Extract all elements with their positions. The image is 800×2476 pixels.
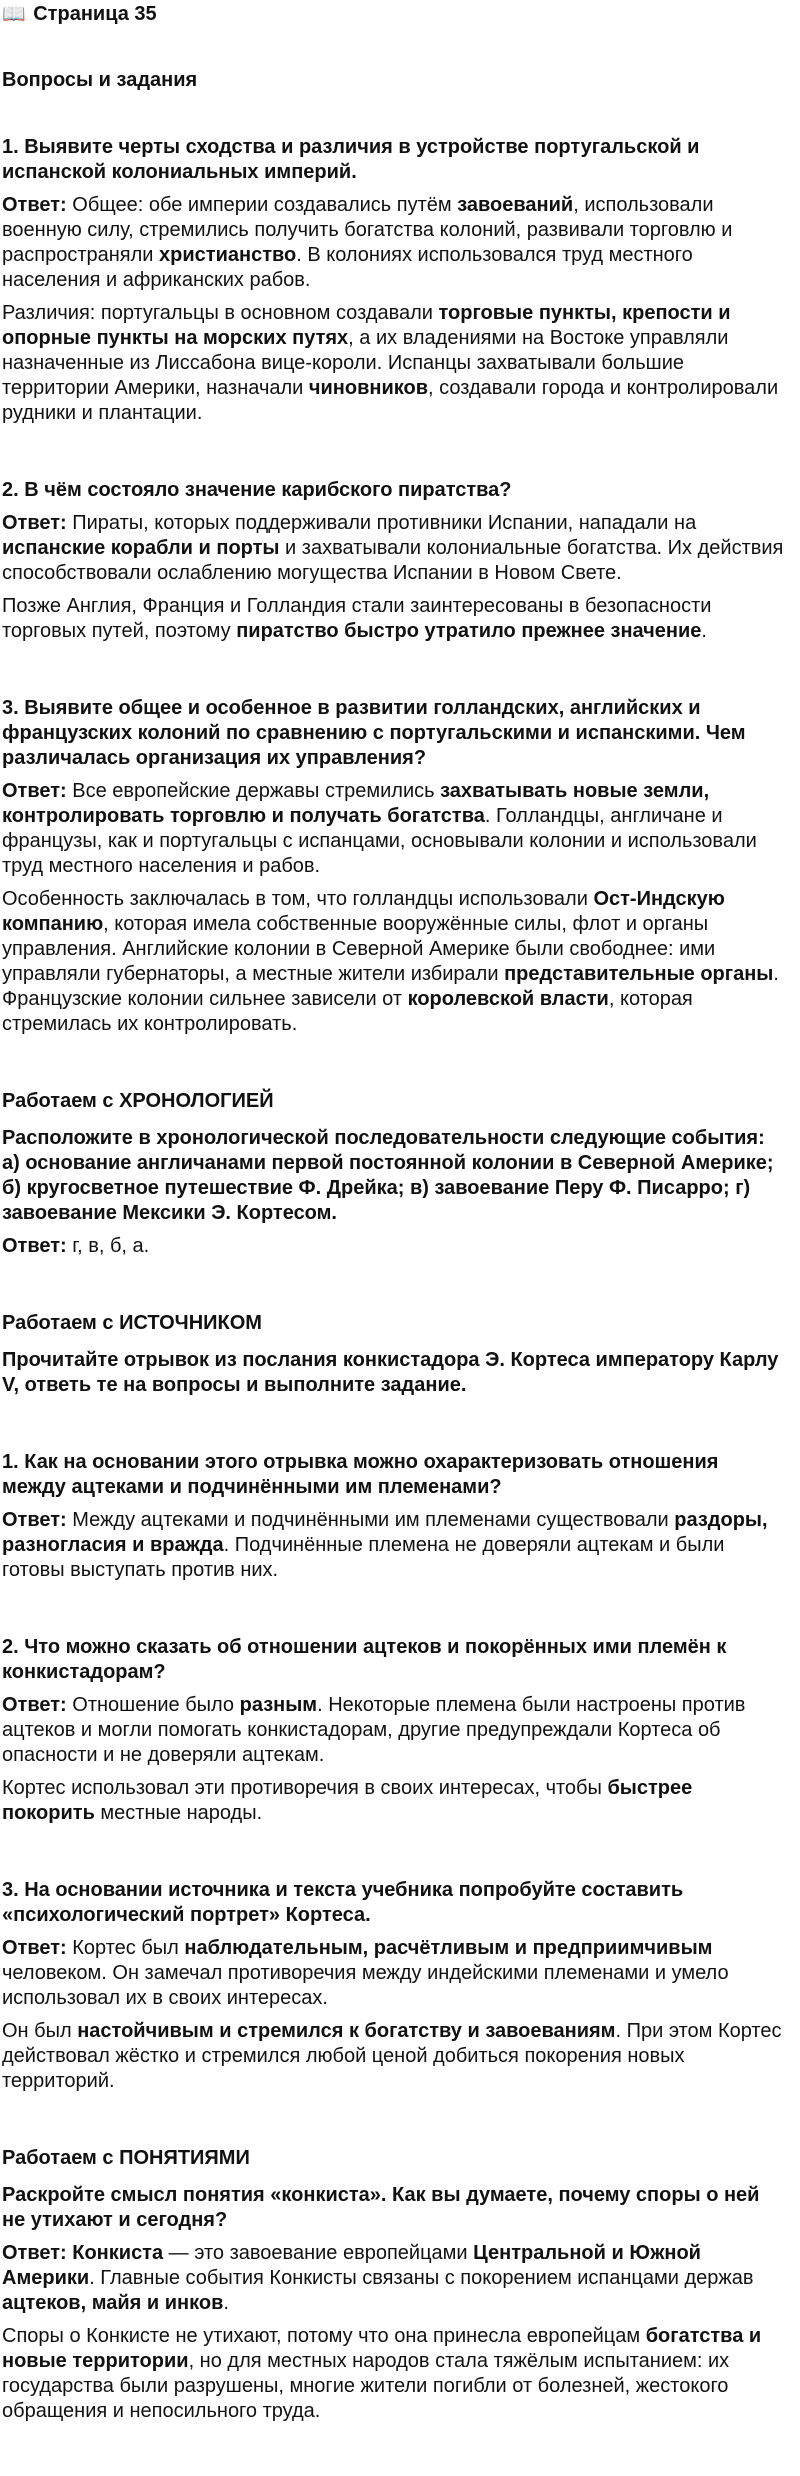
page-title	[2, 2, 784, 26]
source-heading: Работаем с ИСТОЧНИКОМ	[2, 1312, 262, 1334]
source-question-1: 1. Как на основании этого отрывка можно охарактеризовать отношения между ацтеками и подчинёнными им племенами?	[2, 1451, 719, 1498]
answer-1-paragraph-2: Различия: португальцы в основном создавали торговые пункты, крепости и опорные пункты на морских путях, а их владениями на Востоке управляли назначенные из Лиссабона вице-короли. Испанцы захватывали большие территории Америки, назначали чиновников, создавали города и контролировали рудники и плантации.	[2, 302, 779, 424]
chronology-task: Расположите в хронологической последовательности следующие события: а) основание англичанами первой постоянной колонии в Северной Америке; б) кругосветное путешествие Ф. Дрейка; в) завоевание Перу Ф. Писарро; г) завоевание Мексики Э. Кортесом.	[2, 1127, 774, 1224]
question-2: 2. В чём состояло значение карибского пиратства?	[2, 479, 512, 501]
answer-2-paragraph-2: Позже Англия, Франция и Голландия стали заинтересованы в безопасности торговых путей, поэтому пиратство быстро утратило прежнее значение.	[2, 595, 712, 642]
page-title-text: Страница 35	[33, 3, 157, 25]
source-question-3: 3. На основании источника и текста учебника попробуйте составить «психологический портрет» Кортеса.	[2, 1879, 684, 1926]
question-3: 3. Выявите общее и особенное в развитии голландских, английских и французских колоний по сравнению с португальскими и испанскими. Чем различалась организация их управления?	[2, 697, 746, 769]
source-answer-2-paragraph-1: Ответ: Отношение было разным. Некоторые племена были настроены против ацтеков и могли помогать конкистадорам, другие предупреждали Кортеса об опасности и не доверяли ацтекам.	[2, 1694, 746, 1766]
answer-3-paragraph-1: Ответ: Все европейские державы стремились захватывать новые земли, контролировать торговлю и получать богатства. Голландцы, англичане и французы, как и португальцы с испанцами, основывали колонии и использовали труд местного населения и рабов.	[2, 780, 757, 877]
source-answer-3-paragraph-1: Ответ: Кортес был наблюдательным, расчётливым и предприимчивым человеком. Он замечал противоречия между индейскими племенами и умело использовал их в своих интересах.	[2, 1937, 729, 2009]
source-question-2: 2. Что можно сказать об отношении ацтеков и покорённых ими племён к конкистадорам?	[2, 1636, 727, 1683]
source-answer-3-paragraph-2: Он был настойчивым и стремился к богатству и завоеваниям. При этом Кортес действовал жёстко и стремился любой ценой добиться покорения новых территорий.	[2, 2020, 782, 2092]
question-1: 1. Выявите черты сходства и различия в устройстве португальской и испанской колониальных империй.	[2, 136, 700, 183]
answer-3-paragraph-2: Особенность заключалась в том, что голландцы использовали Ост-Индскую компанию, которая имела собственные вооружённые силы, флот и органы управления. Английские колонии в Северной Америке были свободнее: ими управляли губернаторы, а местные жители избирали представительные органы. Французские колонии сильнее зависели от королевской власти, которая стремилась их контролировать.	[2, 888, 779, 1035]
concepts-answer-paragraph-1: Ответ: Конкиста — это завоевание европейцами Центральной и Южной Америки. Главные события Конкисты связаны с покорением испанцами держав ацтеков, майя и инков.	[2, 2242, 754, 2314]
concepts-heading: Работаем с ПОНЯТИЯМИ	[2, 2147, 250, 2169]
concepts-task: Раскройте смысл понятия «конкиста». Как вы думаете, почему споры о ней не утихают и сегодня?	[2, 2184, 760, 2231]
answer-2-paragraph-1: Ответ: Пираты, которых поддерживали противники Испании, нападали на испанские корабли и порты и захватывали колониальные богатства. Их действия способствовали ослаблению могущества Испании в Новом Свете.	[2, 512, 784, 584]
concepts-answer-paragraph-2: Споры о Конкисте не утихают, потому что она принесла европейцам богатства и новые территории, но для местных народов стала тяжёлым испытанием: их государства были разрушены, многие жители погибли от болезней, жестокого обращения и непосильного труда.	[2, 2325, 762, 2422]
source-answer-1: Ответ: Между ацтеками и подчинёнными им племенами существовали раздоры, разногласия и вражда. Подчинённые племена не доверяли ацтекам и были готовы выступать против них.	[2, 1509, 768, 1581]
book-icon: 📖	[2, 4, 26, 25]
answer-1-paragraph-1: Ответ: Общее: обе империи создавались путём завоеваний, использовали военную силу, стремились получить богатства колоний, развивали торговлю и распространяли христианство. В колониях использовался труд местного населения и африканских рабов.	[2, 194, 733, 291]
source-task: Прочитайте отрывок из послания конкистадора Э. Кортеса императору Карлу V, ответь те на вопросы и выполните задание.	[2, 1349, 779, 1396]
section-title: Вопросы и задания	[2, 69, 198, 91]
chronology-answer: Ответ: г, в, б, а.	[2, 1235, 150, 1257]
source-answer-2-paragraph-2: Кортес использовал эти противоречия в своих интересах, чтобы быстрее покорить местные народы.	[2, 1777, 693, 1824]
chronology-heading: Работаем с ХРОНОЛОГИЕЙ	[2, 1090, 274, 1112]
